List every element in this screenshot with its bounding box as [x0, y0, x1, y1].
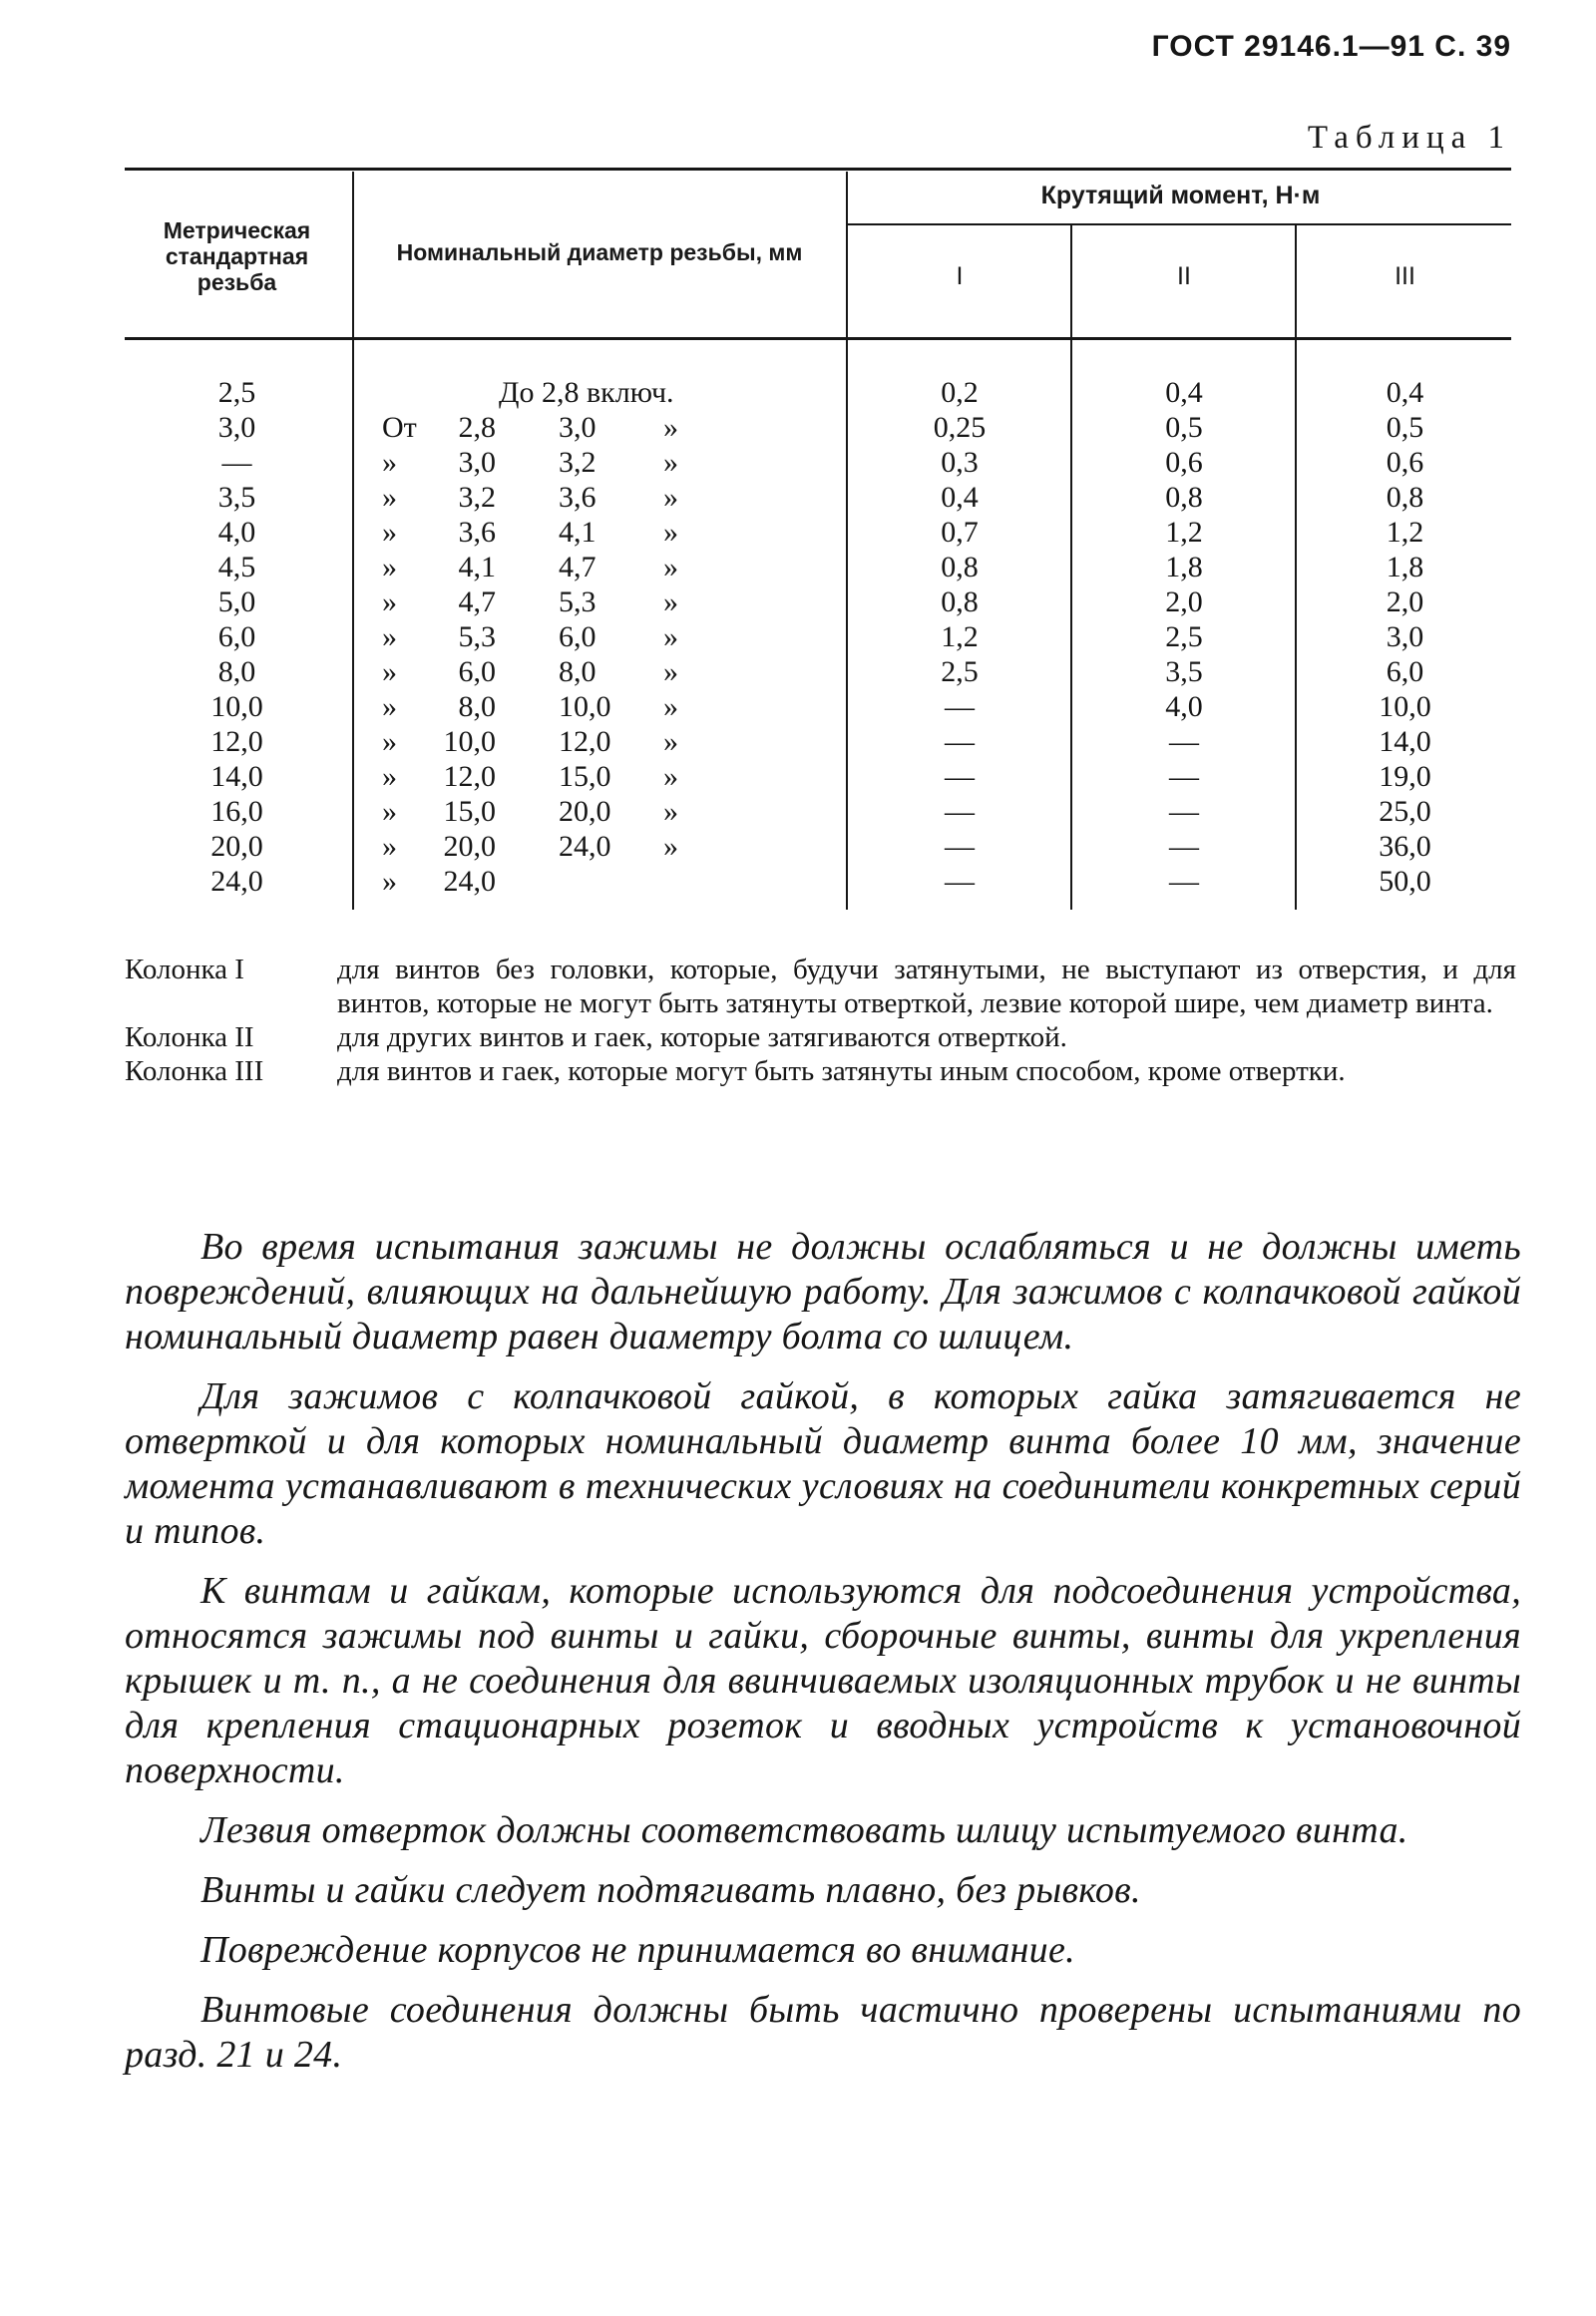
table-header-bottom-rule [125, 337, 1511, 340]
cell-thread: 3,0 [217, 411, 256, 444]
cell-col-iii: 3,0 [1386, 620, 1424, 653]
cell-to: 3,2 [559, 446, 597, 479]
cell-to: 8,0 [559, 655, 597, 688]
cell-col-ii: 0,8 [1165, 481, 1203, 514]
cell-prefix: От [382, 411, 417, 444]
cell-from: 20,0 [443, 830, 496, 863]
cell-col-ii: — [1169, 760, 1199, 793]
cell-thread: 24,0 [210, 865, 263, 898]
note-label: Колонка I [125, 954, 244, 985]
cell-thread: 16,0 [210, 795, 263, 828]
cell-col-i: 0,8 [941, 585, 979, 618]
cell-prefix: » [382, 655, 397, 688]
cell-from: 6,0 [458, 655, 496, 688]
cell-prefix: » [382, 585, 397, 618]
cell-col-iii: 1,8 [1386, 551, 1424, 583]
cell-col-i: 1,2 [941, 620, 979, 653]
cell-unit: » [663, 795, 678, 828]
table-divider-1 [352, 172, 354, 910]
cell-col-iii: 6,0 [1386, 655, 1424, 688]
cell-unit: » [663, 655, 678, 688]
cell-col-i: 0,3 [941, 446, 979, 479]
table-divider-4 [1295, 224, 1297, 910]
cell-thread: — [221, 446, 252, 479]
cell-unit: » [663, 481, 678, 514]
header-diameter: Номинальный диаметр резьбы, мм [396, 239, 803, 265]
body-text [125, 1225, 1521, 2093]
cell-col-ii: 3,5 [1165, 655, 1203, 688]
note-label: Колонка III [125, 1055, 264, 1087]
cell-col-iii: 0,8 [1386, 481, 1424, 514]
cell-thread: 14,0 [210, 760, 263, 793]
cell-col-iii: 14,0 [1379, 725, 1431, 758]
cell-col-ii: 4,0 [1165, 690, 1203, 723]
note-text: для винтов и гаек, которые могут быть затянуты иным способом, кроме отвертки. [337, 1055, 1346, 1087]
cell-col-i: 0,8 [941, 551, 979, 583]
table-torque-subheader-rule [846, 223, 1511, 225]
cell-prefix: » [382, 551, 397, 583]
header-torque: Крутящий момент, Н·м [1040, 182, 1321, 209]
column-notes [125, 953, 1516, 1088]
cell-to: 5,3 [559, 585, 597, 618]
header-col-i: I [956, 262, 964, 290]
paragraph: Для зажимов с колпачковой гайкой, в которых гайка затягивается не отверткой и для которых номинальный диаметр винта более 10 мм, значение момента устанавливают в технических условиях на соединители конкретных серий и типов. [125, 1375, 1521, 1552]
cell-unit: » [663, 725, 678, 758]
cell-thread: 4,5 [217, 551, 256, 583]
header-thread: Метрическая стандартная резьба [163, 217, 311, 295]
cell-to: 3,6 [559, 481, 597, 514]
cell-col-iii: 50,0 [1379, 865, 1431, 898]
cell-col-i: — [945, 690, 975, 723]
paragraph: К винтам и гайкам, которые используются для подсоединения устройства, относятся зажимы под винты и гайки, сборочные винты, винты для укрепления крышек и т. п., а не соединения для ввинчиваемых изоляционных трубок и не винты для крепления стационарных розеток и вводных устройств к установочной поверхности. [125, 1570, 1521, 1791]
cell-col-i: 2,5 [941, 655, 979, 688]
cell-col-ii: — [1169, 725, 1199, 758]
cell-prefix: » [382, 830, 397, 863]
cell-thread: 6,0 [217, 620, 256, 653]
note-column-ii [125, 1020, 1516, 1054]
cell-to: 10,0 [559, 690, 611, 723]
cell-prefix: » [382, 516, 397, 549]
cell-prefix: » [382, 481, 397, 514]
cell-prefix: » [382, 725, 397, 758]
cell-col-iii: 0,5 [1386, 411, 1424, 444]
cell-from: 4,1 [458, 551, 496, 583]
cell-col-i: 0,25 [933, 411, 987, 444]
table-divider-3 [1070, 224, 1072, 910]
cell-col-ii: 2,5 [1165, 620, 1203, 653]
paragraph: Повреждение корпусов не принимается во внимание. [200, 1929, 1075, 1971]
cell-thread: 4,0 [217, 516, 256, 549]
cell-from: 3,2 [458, 481, 496, 514]
cell-col-iii: 25,0 [1379, 795, 1431, 828]
cell-prefix: » [382, 865, 397, 898]
table-divider-2 [846, 172, 848, 910]
cell-col-i: 0,7 [941, 516, 979, 549]
cell-unit: » [663, 585, 678, 618]
cell-col-iii: 0,4 [1386, 376, 1424, 409]
cell-from: 24,0 [443, 865, 496, 898]
cell-unit: » [663, 411, 678, 444]
paragraph: Во время испытания зажимы не должны ослабляться и не должны иметь повреждений, влияющих на дальнейшую работу. Для зажимов с колпачковой гайкой номинальный диаметр равен диаметру болта со шлицем. [125, 1226, 1521, 1357]
cell-from: 3,6 [458, 516, 496, 549]
cell-to: 12,0 [559, 725, 611, 758]
cell-to: До 2,8 включ. [499, 376, 674, 409]
cell-thread: 20,0 [210, 830, 263, 863]
paragraph: Винтовые соединения должны быть частично проверены испытаниями по разд. 21 и 24. [125, 1989, 1521, 2076]
cell-unit: » [663, 830, 678, 863]
cell-col-ii: 0,6 [1165, 446, 1203, 479]
page-header: ГОСТ 29146.1—91 С. 39 [1151, 30, 1511, 63]
cell-from: 3,0 [458, 446, 496, 479]
cell-thread: 8,0 [217, 655, 256, 688]
header-col-iii: III [1395, 262, 1415, 290]
note-label: Колонка II [125, 1021, 254, 1053]
cell-col-ii: 1,8 [1165, 551, 1203, 583]
cell-unit: » [663, 690, 678, 723]
cell-to: 4,7 [559, 551, 597, 583]
table-label: Таблица 1 [1307, 120, 1511, 156]
cell-col-ii: — [1169, 865, 1199, 898]
cell-col-i: — [945, 865, 975, 898]
cell-prefix: » [382, 620, 397, 653]
cell-col-i: — [945, 760, 975, 793]
cell-to: 15,0 [559, 760, 611, 793]
cell-unit: » [663, 446, 678, 479]
cell-col-iii: 1,2 [1386, 516, 1424, 549]
paragraph: Винты и гайки следует подтягивать плавно, без рывков. [200, 1869, 1141, 1911]
cell-from: 8,0 [458, 690, 496, 723]
cell-col-ii: — [1169, 795, 1199, 828]
cell-col-ii: 1,2 [1165, 516, 1203, 549]
cell-thread: 3,5 [217, 481, 256, 514]
cell-col-iii: 36,0 [1379, 830, 1431, 863]
cell-from: 5,3 [458, 620, 496, 653]
cell-to: 4,1 [559, 516, 597, 549]
cell-from: 2,8 [458, 411, 496, 444]
cell-thread: 10,0 [210, 690, 263, 723]
cell-unit: » [663, 516, 678, 549]
cell-col-i: 0,2 [941, 376, 979, 409]
table-top-rule [125, 168, 1511, 171]
cell-unit: » [663, 551, 678, 583]
note-text: для винтов без головки, которые, будучи затянутыми, не выступают из отверстия, и для винтов, которые не могут быть затянуты отверткой, лезвие которой шире, чем диаметр винта. [337, 954, 1516, 1019]
cell-col-i: — [945, 795, 975, 828]
cell-to: 20,0 [559, 795, 611, 828]
cell-col-i: — [945, 725, 975, 758]
cell-to: 24,0 [559, 830, 611, 863]
cell-from: 10,0 [443, 725, 496, 758]
cell-col-i: — [945, 830, 975, 863]
cell-unit: » [663, 760, 678, 793]
cell-thread: 5,0 [217, 585, 256, 618]
cell-prefix: » [382, 446, 397, 479]
torque-table [125, 168, 1511, 916]
cell-col-ii: 0,5 [1165, 411, 1203, 444]
note-text: для других винтов и гаек, которые затягиваются отверткой. [337, 1021, 1067, 1053]
cell-from: 12,0 [443, 760, 496, 793]
cell-prefix: » [382, 795, 397, 828]
cell-prefix: » [382, 690, 397, 723]
cell-col-ii: 0,4 [1165, 376, 1203, 409]
cell-col-ii: — [1169, 830, 1199, 863]
cell-thread: 2,5 [217, 376, 256, 409]
cell-col-iii: 0,6 [1386, 446, 1424, 479]
note-column-i [125, 953, 1516, 1020]
cell-col-iii: 10,0 [1379, 690, 1431, 723]
cell-col-ii: 2,0 [1165, 585, 1203, 618]
cell-col-iii: 2,0 [1386, 585, 1424, 618]
cell-prefix: » [382, 760, 397, 793]
header-col-ii: II [1177, 262, 1191, 290]
cell-col-i: 0,4 [941, 481, 979, 514]
cell-to: 6,0 [559, 620, 597, 653]
paragraph: Лезвия отверток должны соответствовать шлицу испытуемого винта. [200, 1809, 1408, 1851]
cell-unit: » [663, 620, 678, 653]
cell-from: 4,7 [458, 585, 496, 618]
cell-thread: 12,0 [210, 725, 263, 758]
cell-from: 15,0 [443, 795, 496, 828]
cell-col-iii: 19,0 [1379, 760, 1431, 793]
cell-to: 3,0 [559, 411, 597, 444]
note-column-iii [125, 1054, 1516, 1088]
